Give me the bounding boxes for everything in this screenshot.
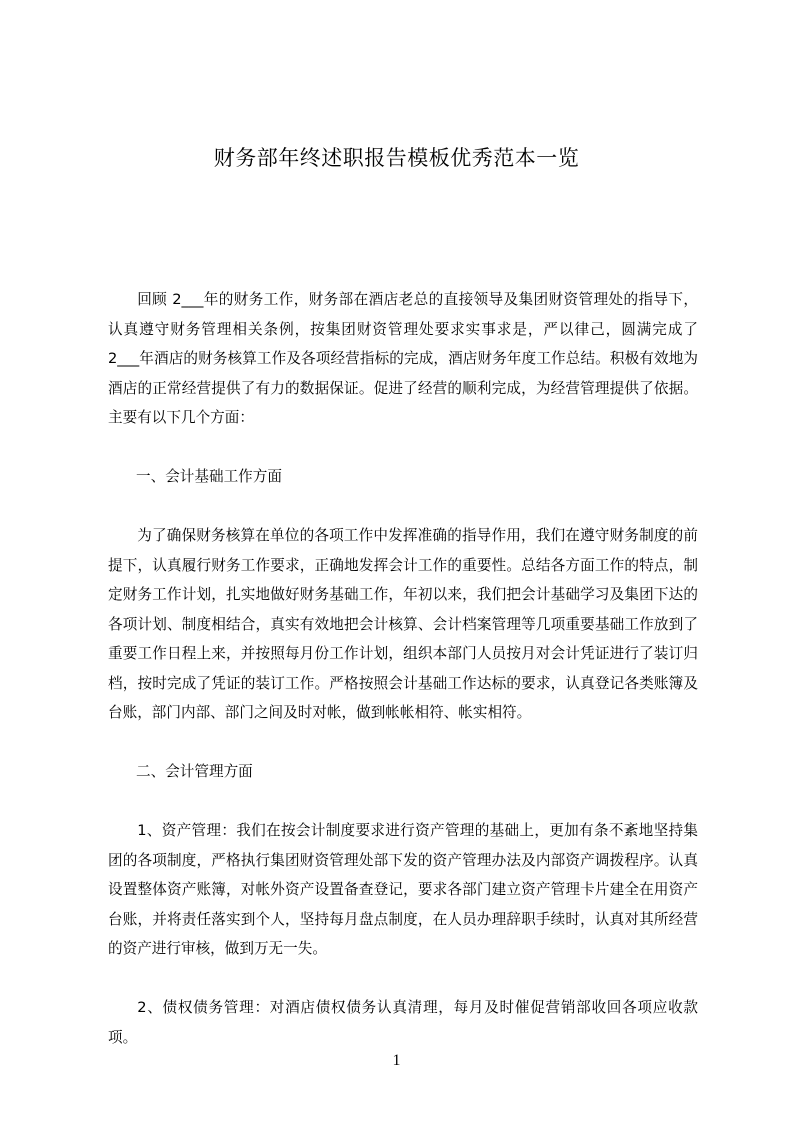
section-heading-accounting-management: 二、会计管理方面: [136, 763, 253, 780]
page-number: 1: [392, 1052, 401, 1069]
asset-management-paragraph: 1、资产管理：我们在按会计制度要求进行资产管理的基础上，更加有条不紊地坚持集团的各项制度，严格执行集团财资管理处部下发的资产管理办法及内部资产调拨程序。认真设置整体资产账簿，对帐外资产设置备查登记，要求各部门建立资产管理卡片建全在用资产台账，并将责任落实到个人，坚持每月盘点制度，在人员办理辞职手续时，认真对其所经营的资产进行审核，做到万无一失。: [108, 822, 698, 957]
intro-paragraph: 回顾 2___年的财务工作，财务部在酒店老总的直接领导及集团财资管理处的指导下，认真遵守财务管理相关条例，按集团财资管理处要求实事求是，严以律己，圆满完成了 2___年酒店的财务核算工作及各项经营指标的完成，酒店财务年度工作总结。积极有效地为酒店的正常经营提供了有力的数据保证。促进了经营的顺利完成，为经营管理提供了依据。主要有以下几个方面：: [108, 291, 698, 426]
document-title: 财务部年终述职报告模板优秀范本一览: [213, 146, 580, 170]
debt-management-paragraph: 2、债权债务管理：对酒店债权债务认真清理，每月及时催促营销部收回各项应收款项。: [108, 999, 698, 1046]
section-heading-accounting-basics: 一、会计基础工作方面: [136, 468, 282, 485]
section1-paragraph: 为了确保财务核算在单位的各项工作中发挥准确的指导作用，我们在遵守财务制度的前提下，认真履行财务工作要求，正确地发挥会计工作的重要性。总结各方面工作的特点，制定财务工作计划，扎实地做好财务基础工作，年初以来，我们把会计基础学习及集团下达的各项计划、制度相结合，真实有效地把会计核算、会计档案管理等几项重要基础工作放到了重要工作日程上来，并按照每月份工作计划，组织本部门人员按月对会计凭证进行了装订归档，按时完成了凭证的装订工作。严格按照会计基础工作达标的要求，认真登记各类账簿及台账，部门内部、部门之间及时对帐，做到帐帐相符、帐实相符。: [108, 527, 698, 721]
document-body: [108, 285, 698, 1052]
